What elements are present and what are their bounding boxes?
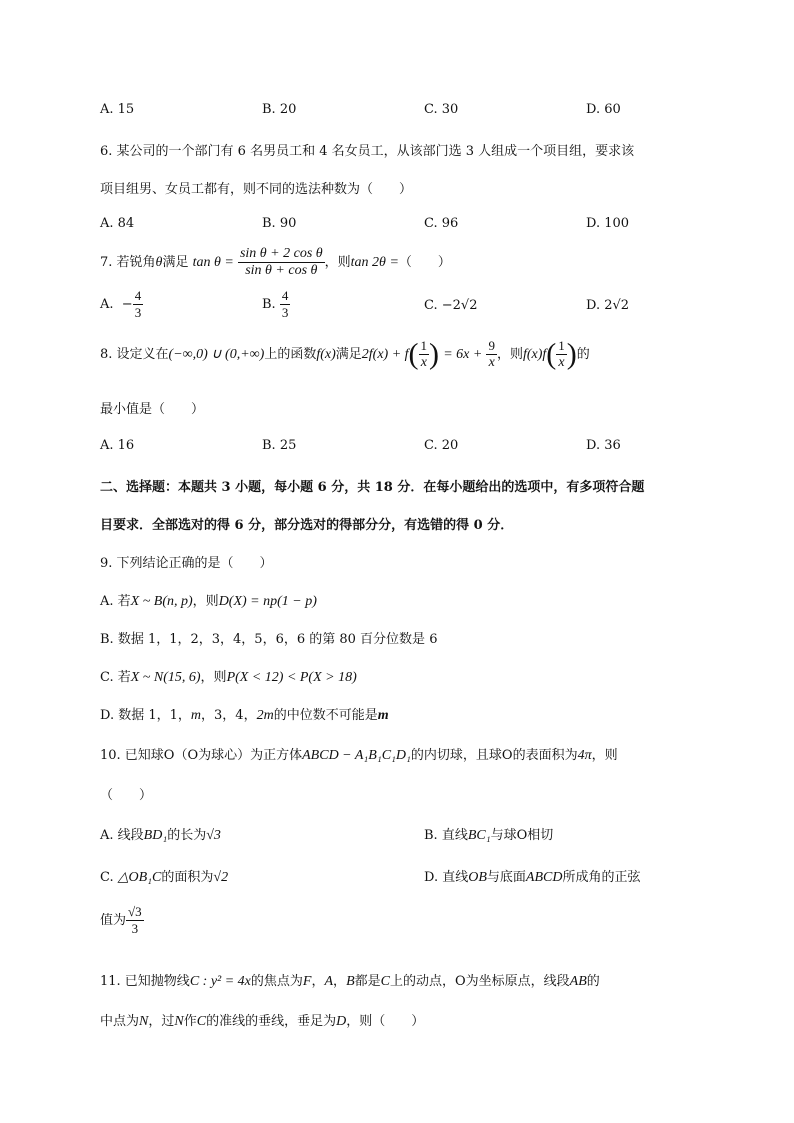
q10-mid: 的内切球，且球O的表面积为	[410, 748, 578, 763]
q11-C2: C	[196, 1014, 207, 1029]
q7-option-d: D. 2√2	[586, 298, 630, 313]
q9-option-d	[100, 704, 389, 724]
q6-option-c: C. 96	[424, 216, 459, 231]
q11-pre: 11. 已知抛物线	[100, 974, 190, 989]
q10-d-mid: 与底面	[486, 870, 526, 885]
q9-d-mid: ，3，4，	[201, 708, 257, 723]
q11-mid2: 都是	[354, 974, 381, 989]
q11-l2-mid2: 作	[183, 1014, 197, 1029]
q8-frac2-den: x	[488, 355, 495, 370]
q8-option-d: D. 36	[586, 438, 621, 453]
q11-A: A	[324, 974, 334, 989]
q8-frac3	[556, 338, 567, 371]
q8-frac3-num: 1	[558, 338, 565, 353]
q10-a-pre: A. 线段	[100, 828, 144, 843]
q10-post: ，则	[591, 748, 618, 763]
q11-B: B	[346, 974, 355, 989]
q11-C: C	[380, 974, 390, 989]
q9-a-math1: X ~ B(n, p)	[130, 594, 193, 609]
q9-d-post: 的中位数不可能是	[273, 708, 378, 723]
q11-mid1: 的焦点为	[250, 974, 303, 989]
q7-suffix: ，则	[324, 255, 351, 270]
q7-b-num: 4	[281, 288, 289, 303]
q10-d-m1: OB	[468, 870, 487, 885]
q7-ask: tan 2θ =	[350, 255, 399, 270]
q11-D: D	[336, 1014, 347, 1029]
q9-c-math2: P(X < 12) < P(X > 18)	[226, 670, 357, 685]
q9-a-mid: ，则	[192, 594, 219, 609]
q10-d-frac-num: √3	[128, 904, 142, 919]
q8-paren-close: )	[429, 337, 440, 371]
q8-frac2-num: 9	[488, 338, 495, 353]
q10-c-pre: C.	[100, 870, 118, 885]
q5-option-b: B. 20	[262, 102, 297, 117]
q7-paren: （ ）	[398, 255, 451, 270]
q7-a-label: A.	[100, 297, 114, 312]
q8-option-b: B. 25	[262, 438, 297, 453]
q8-eq-left: 2f(x) + f	[361, 347, 409, 362]
q11-mid3: 上的动点，O为坐标原点，线段	[389, 974, 570, 989]
q11-N2: N	[174, 1014, 184, 1029]
q10-d-line2: 值为	[100, 913, 127, 928]
q9-a-math2: D(X) = np(1 − p)	[218, 594, 317, 609]
q10-a-val: √3	[206, 828, 221, 843]
q7-b-frac	[280, 288, 291, 321]
q11-l2-mid3: 的准线的垂线，垂足为	[206, 1014, 337, 1029]
q8-stem-line2: 最小值是（ ）	[100, 402, 205, 417]
q10-option-c	[100, 866, 228, 886]
q10-option-a	[100, 824, 221, 844]
q11-stem-line2	[100, 1010, 424, 1030]
q8-frac1-den: x	[420, 355, 427, 370]
q6-option-a: A. 84	[100, 216, 135, 231]
q7-b-den: 3	[281, 305, 289, 320]
q7-frac-num: sin θ + 2 cos θ	[239, 246, 323, 261]
q8-mid: 上的函数	[264, 347, 317, 362]
q8-frac1	[419, 338, 430, 371]
q10-b-post: 与球O相切	[490, 828, 554, 843]
q5-option-d: D. 60	[586, 102, 621, 117]
q7-frac-den: sin θ + cos θ	[245, 263, 318, 278]
q8-prefix: 8. 设定义在	[100, 347, 169, 362]
section2-heading-line1: 二、选择题：本题共 3 小题，每小题 6 分，共 18 分．在每小题给出的选项中，有多项符合题	[100, 480, 645, 495]
q8-stem-line1	[100, 338, 590, 371]
q9-c-pre: C. 若	[100, 670, 131, 685]
q6-option-d: D. 100	[586, 216, 630, 231]
q7-satisfy: 满足	[162, 255, 189, 270]
q10-c-post: 的面积为	[161, 870, 214, 885]
q10-d-pre: D. 直线	[424, 870, 469, 885]
q11-N: N	[139, 1014, 149, 1029]
q8-prod: f(x)f	[522, 347, 547, 362]
q5-option-c: C. 30	[424, 102, 459, 117]
q7-a-frac	[133, 288, 144, 321]
q10-b-math: BC₁	[467, 828, 491, 843]
q7-theta: θ	[155, 255, 163, 270]
q8-then: ，则	[496, 347, 523, 362]
q8-option-a: A. 16	[100, 438, 135, 453]
q10-option-d	[424, 866, 641, 886]
q10-c-math: △OB₁C	[117, 870, 162, 885]
q10-b-pre: B. 直线	[424, 828, 468, 843]
q10-c-val: √2	[213, 870, 229, 885]
q9-c-mid: ，则	[200, 670, 227, 685]
q8-paren2-close: )	[566, 337, 577, 371]
q10-d-m2: ABCD	[525, 870, 563, 885]
q10-a-math: BD₁	[143, 828, 168, 843]
q11-l2-pre: 中点为	[100, 1014, 140, 1029]
q7-a-sign: −	[121, 297, 133, 312]
q7-fraction	[238, 246, 325, 279]
q11-AB: AB	[569, 974, 587, 989]
q5-option-a: A. 15	[100, 102, 135, 117]
q11-sep2: ，	[333, 974, 347, 989]
q7-option-b	[262, 288, 290, 321]
q7-prefix: 7. 若锐角	[100, 255, 156, 270]
q6-stem-line1: 6. 某公司的一个部门有 6 名男员工和 4 名女员工，从该部门选 3 人组成一个项目组，要求该	[100, 144, 635, 159]
q6-stem-line2: 项目组男、女员工都有，则不同的选法种数为（ ）	[100, 182, 413, 197]
q9-stem: 9. 下列结论正确的是（ ）	[100, 556, 273, 571]
q10-option-b	[424, 824, 553, 844]
q7-stem	[100, 246, 451, 279]
q9-c-math1: X ~ N(15, 6)	[130, 670, 201, 685]
q10-d-frac-den: 3	[131, 921, 139, 936]
q9-d-pre: D. 数据 1，1，	[100, 708, 191, 723]
q9-option-b: B. 数据 1，1，2，3，4，5，6，6 的第 80 百分位数是 6	[100, 632, 438, 647]
q9-d-m: m	[190, 708, 202, 723]
q10-d-frac	[126, 904, 144, 937]
q8-domain: (−∞,0) ∪ (0,+∞)	[168, 347, 265, 362]
q10-cube: ABCD − A₁B₁C₁D₁	[302, 748, 411, 763]
q10-area: 4π	[577, 748, 592, 763]
q8-paren2-open: (	[546, 337, 557, 371]
q10-option-d-line2	[100, 904, 144, 937]
q9-a-pre: A. 若	[100, 594, 131, 609]
q11-l2-mid: ，过	[148, 1014, 175, 1029]
q11-sep1: ，	[311, 974, 325, 989]
q6-option-b: B. 90	[262, 216, 297, 231]
q11-mid4: 的	[586, 974, 600, 989]
q10-paren: （ ）	[100, 788, 153, 803]
q11-F: F	[302, 974, 312, 989]
q11-l2-post: ，则（ ）	[346, 1014, 425, 1029]
q11-curve: C : y² = 4x	[189, 974, 251, 989]
q10-d-post: 所成角的正弦	[562, 870, 641, 885]
q8-frac2	[486, 338, 497, 371]
section2-heading-line2: 目要求．全部选对的得 6 分，部分选对的得部分分，有选错的得 0 分．	[100, 518, 514, 533]
q8-frac1-num: 1	[420, 338, 428, 353]
q8-satisfy: 满足	[335, 347, 362, 362]
q9-option-a	[100, 590, 317, 610]
q10-pre: 10. 已知球O（O为球心）为正方体	[100, 748, 303, 763]
q7-option-c: C. −2√2	[424, 298, 478, 313]
q11-stem-line1	[100, 970, 600, 990]
q8-paren-open: (	[408, 337, 419, 371]
q8-fx: f(x)	[316, 347, 336, 362]
q8-de: 的	[576, 347, 590, 362]
q10-a-post: 的长为	[167, 828, 207, 843]
q7-option-a	[100, 288, 143, 321]
q8-option-c: C. 20	[424, 438, 459, 453]
q9-d-m2: 2m	[256, 708, 274, 723]
q8-eq-mid: = 6x +	[443, 347, 483, 362]
q10-stem	[100, 744, 618, 764]
q8-frac3-den: x	[558, 355, 565, 370]
q7-a-num: 4	[134, 288, 142, 303]
q9-d-m3: m	[377, 708, 389, 723]
q7-lhs: tan θ =	[192, 255, 234, 270]
q7-b-label: B.	[262, 297, 276, 312]
q9-option-c	[100, 666, 357, 686]
q7-a-den: 3	[134, 305, 142, 320]
